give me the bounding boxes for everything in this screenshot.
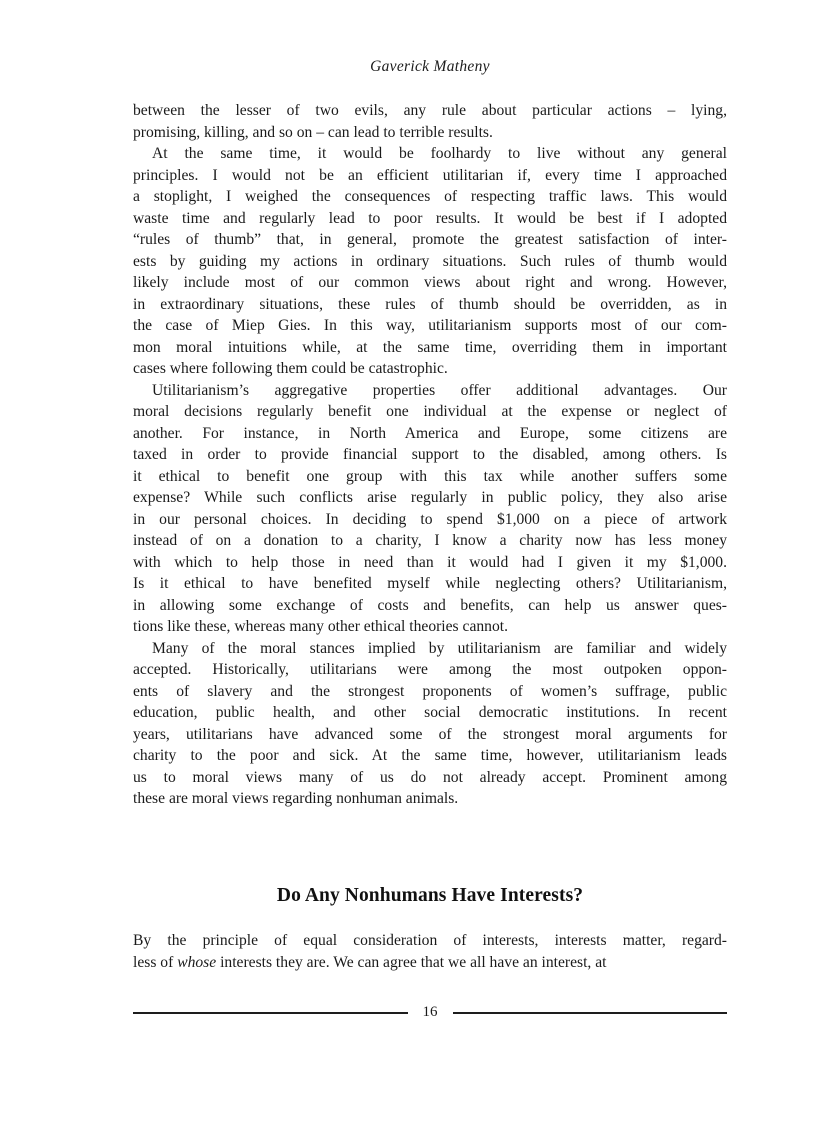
text-line: between the lesser of two evils, any rule about particular actions – lying, — [133, 102, 727, 119]
text-line: cases where following them could be catastrophic. — [133, 360, 448, 377]
text-line: another. For instance, in North America and Europe, some citizens are — [133, 424, 727, 442]
text-line: ents of slavery and the strongest proponents of women’s suffrage, public — [133, 682, 727, 700]
page-footer — [133, 1001, 727, 1025]
text-line: it ethical to benefit one group with this tax while another suffers some — [133, 467, 727, 485]
emphasis-whose: whose — [177, 953, 217, 971]
text-fragment: interests they are. We can agree that we all have an interest, at — [216, 953, 607, 971]
paragraph — [133, 143, 727, 380]
text-line: education, public health, and other social democratic institutions. In recent — [133, 704, 727, 721]
paragraph — [133, 930, 727, 973]
text-line: taxed in order to provide financial support to the disabled, among others. Is — [133, 446, 727, 463]
text-line: accepted. Historically, utilitarians were among the most outpoken oppon- — [133, 661, 727, 678]
section-heading-block — [133, 884, 727, 908]
text-line: Utilitarianism’s aggregative properties offer additional advantages. Our — [152, 381, 727, 399]
text-line: us to moral views many of us do not already accept. Prominent among — [133, 768, 727, 786]
text-fragment: less of — [133, 953, 178, 971]
text-line: in our personal choices. In deciding to spend $1,000 on a piece of artwork — [133, 510, 727, 528]
paragraph — [133, 380, 727, 638]
footer-rule-right — [453, 1012, 728, 1014]
text-line: tions like these, whereas many other ethical theories cannot. — [133, 618, 508, 635]
paragraph — [133, 100, 727, 143]
text-line: in allowing some exchange of costs and benefits, can help us answer ques- — [133, 596, 727, 614]
text-line: expense? While such conflicts arise regularly in public policy, they also arise — [133, 489, 727, 506]
text-line: these are moral views regarding nonhuman animals. — [133, 790, 459, 807]
text-line: Is it ethical to have benefited myself while neglecting others? Utilitarianism, — [133, 575, 727, 592]
text-line: likely include most of our common views about right and wrong. However, — [133, 274, 727, 291]
paragraph — [133, 638, 727, 810]
text-line: with which to help those in need than it would had I given it my $1,000. — [133, 553, 727, 571]
text-line: mon moral intuitions while, at the same time, overriding them in important — [133, 338, 727, 356]
text-column — [133, 100, 727, 810]
text-line: moral decisions regularly benefit one individual at the expense or neglect of — [133, 403, 727, 420]
footer-rule-left — [133, 1012, 408, 1014]
text-line: charity to the poor and sick. At the same time, however, utilitarianism leads — [133, 747, 727, 764]
section-heading: Do Any Nonhumans Have Interests? — [276, 885, 584, 906]
text-line: a stoplight, I weighed the consequences of respecting traffic laws. This would — [133, 188, 727, 205]
running-head: Gaverick Matheny — [370, 58, 490, 75]
text-line: ests by guiding my actions in ordinary situations. Such rules of thumb would — [133, 252, 727, 270]
text-line: in extraordinary situations, these rules of thumb should be overridden, as in — [133, 295, 727, 313]
text-line: Many of the moral stances implied by utilitarianism are familiar and widely — [152, 639, 727, 657]
text-line: instead of on a donation to a charity, I know a charity now has less money — [133, 532, 727, 549]
text-line: the case of Miep Gies. In this way, utilitarianism supports most of our com- — [133, 317, 727, 334]
text-line: principles. I would not be an efficient utilitarian if, every time I approached — [133, 166, 727, 184]
text-line: At the same time, it would be foolhardy to live without any general — [152, 145, 727, 162]
text-line: By the principle of equal consideration of interests, interests matter, regard- — [133, 932, 727, 949]
text-line: waste time and regularly lead to poor results. It would be best if I adopted — [133, 209, 727, 227]
text-line: promising, killing, and so on – can lead to terrible results. — [133, 123, 493, 141]
text-line: years, utilitarians have advanced some of the strongest moral arguments for — [133, 725, 727, 743]
text-line: “rules of thumb” that, in general, promote the greatest satisfaction of inter- — [133, 231, 727, 248]
page-number: 16 — [422, 1003, 438, 1020]
closing-paragraph-block — [133, 930, 727, 973]
